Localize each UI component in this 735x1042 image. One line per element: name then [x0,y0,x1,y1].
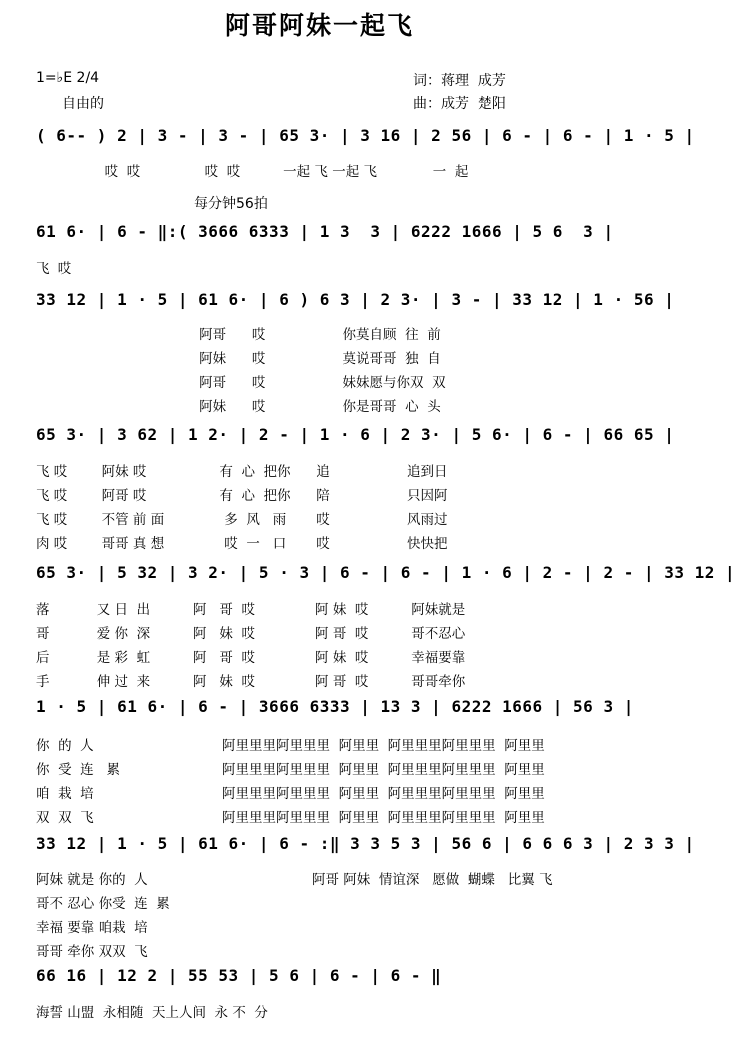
key-signature: 1=♭E 2/4 [36,70,100,86]
lyric-line-5-4: 手 伸 过 来 阿 妹 哎 阿 哥 哎 哥哥牵你 [36,674,466,690]
lyric-line-6-3: 咱 栽 培 [36,786,94,802]
refrain-line-2: 阿里里里阿里里里 阿里里 阿里里里阿里里里 阿里里 [222,762,545,778]
notation-line-6: 1 · 5 | 61 6· | 6 - | 3666 6333 | 13 3 | 6222 1666 | 56 3 | [36,697,634,716]
lyric-line-3-4: 阿妹 哎 你是哥哥 心 头 [36,399,441,415]
lyric-line-5-2: 哥 爱 你 深 阿 妹 哎 阿 哥 哎 哥不忍心 [36,626,466,642]
notation-line-4: 65 3· | 3 62 | 1 2· | 2 - | 1 · 6 | 2 3· | 5 6· | 6 - | 66 65 | [36,425,675,444]
lyric-line-3-1: 阿哥 哎 你莫自顾 往 前 [36,327,441,343]
refrain-line-1: 阿里里里阿里里里 阿里里 阿里里里阿里里里 阿里里 [222,738,545,754]
lyric-line-4-1: 飞 哎 阿妹 哎 有 心 把你 追 追到日 [36,464,448,480]
song-title: 阿哥阿妹一起飞 [224,11,414,40]
lyric-line-6-4: 双 双 飞 [36,810,94,826]
lyric-line-6-2: 你 受 连 累 [36,762,121,778]
lyric-line-2-1: 飞 哎 [36,261,74,277]
notation-line-1: ( 6-- ) 2 | 3 - | 3 - | 65 3· | 3 16 | 2 56 | 6 - | 6 - | 1 · 5 | [36,126,695,145]
tempo-style: 自由的 [62,96,104,112]
notation-line-5: 65 3· | 5 32 | 3 2· | 5 · 3 | 6 - | 6 - | 1 · 6 | 2 - | 2 - | 33 12 | [36,563,735,582]
lyric-line-3-3: 阿哥 哎 妹妹愿与你双 双 [36,375,446,391]
notation-line-7: 33 12 | 1 · 5 | 61 6· | 6 - :‖ 3 3 5 3 | 56 6 | 6 6 6 3 | 2 3 3 | [36,834,695,853]
refrain-line-3: 阿里里里阿里里里 阿里里 阿里里里阿里里里 阿里里 [222,786,545,802]
composer-credit: 曲：成芳 楚阳 [413,96,506,112]
verse-line: 阿哥 阿妹 情谊深 愿做 蝴蝶 比翼 飞 [312,872,553,888]
refrain-line-4: 阿里里里阿里里里 阿里里 阿里里里阿里里里 阿里里 [222,810,545,826]
lyric-line-3-2: 阿妹 哎 莫说哥哥 独 自 [36,351,441,367]
lyric-line-4-2: 飞 哎 阿哥 哎 有 心 把你 陪 只因阿 [36,488,448,504]
tempo-marking: 每分钟56拍 [194,196,268,212]
lyric-line-4-3: 飞 哎 不管 前 面 多 风 雨 哎 风雨过 [36,512,448,528]
lyric-line-8-1: 海誓 山盟 永相随 天上人间 永 不 分 [36,1005,268,1021]
notation-line-3: 33 12 | 1 · 5 | 61 6· | 6 ) 6 3 | 2 3· | 3 - | 33 12 | 1 · 56 | [36,290,675,309]
lyric-line-7-1: 阿妹 就是 你的 人 [36,872,148,888]
lyric-line-4-4: 肉 哎 哥哥 真 想 哎 一 口 哎 快快把 [36,536,448,552]
lyric-line-7-3: 幸福 要靠 咱栽 培 [36,920,148,936]
lyric-line-6-1: 你 的 人 [36,738,94,754]
lyric-line-7-4: 哥哥 牵你 双双 飞 [36,944,148,960]
notation-line-8: 66 16 | 12 2 | 55 53 | 5 6 | 6 - | 6 - ‖ [36,966,442,985]
notation-line-2: 61 6· | 6 - ‖:( 3666 6333 | 1 3 3 | 6222 1666 | 5 6 3 | [36,222,614,241]
lyric-line-1-1: 哎 哎 哎 哎 一起 飞 一起 飞 一 起 [36,164,469,180]
lyric-line-7-2: 哥不 忍心 你受 连 累 [36,896,170,912]
lyricist-credit: 词：蒋理 成芳 [413,73,506,89]
lyric-line-5-1: 落 又 日 出 阿 哥 哎 阿 妹 哎 阿妹就是 [36,602,466,618]
lyric-line-5-3: 后 是 彩 虹 阿 哥 哎 阿 妹 哎 幸福要靠 [36,650,466,666]
